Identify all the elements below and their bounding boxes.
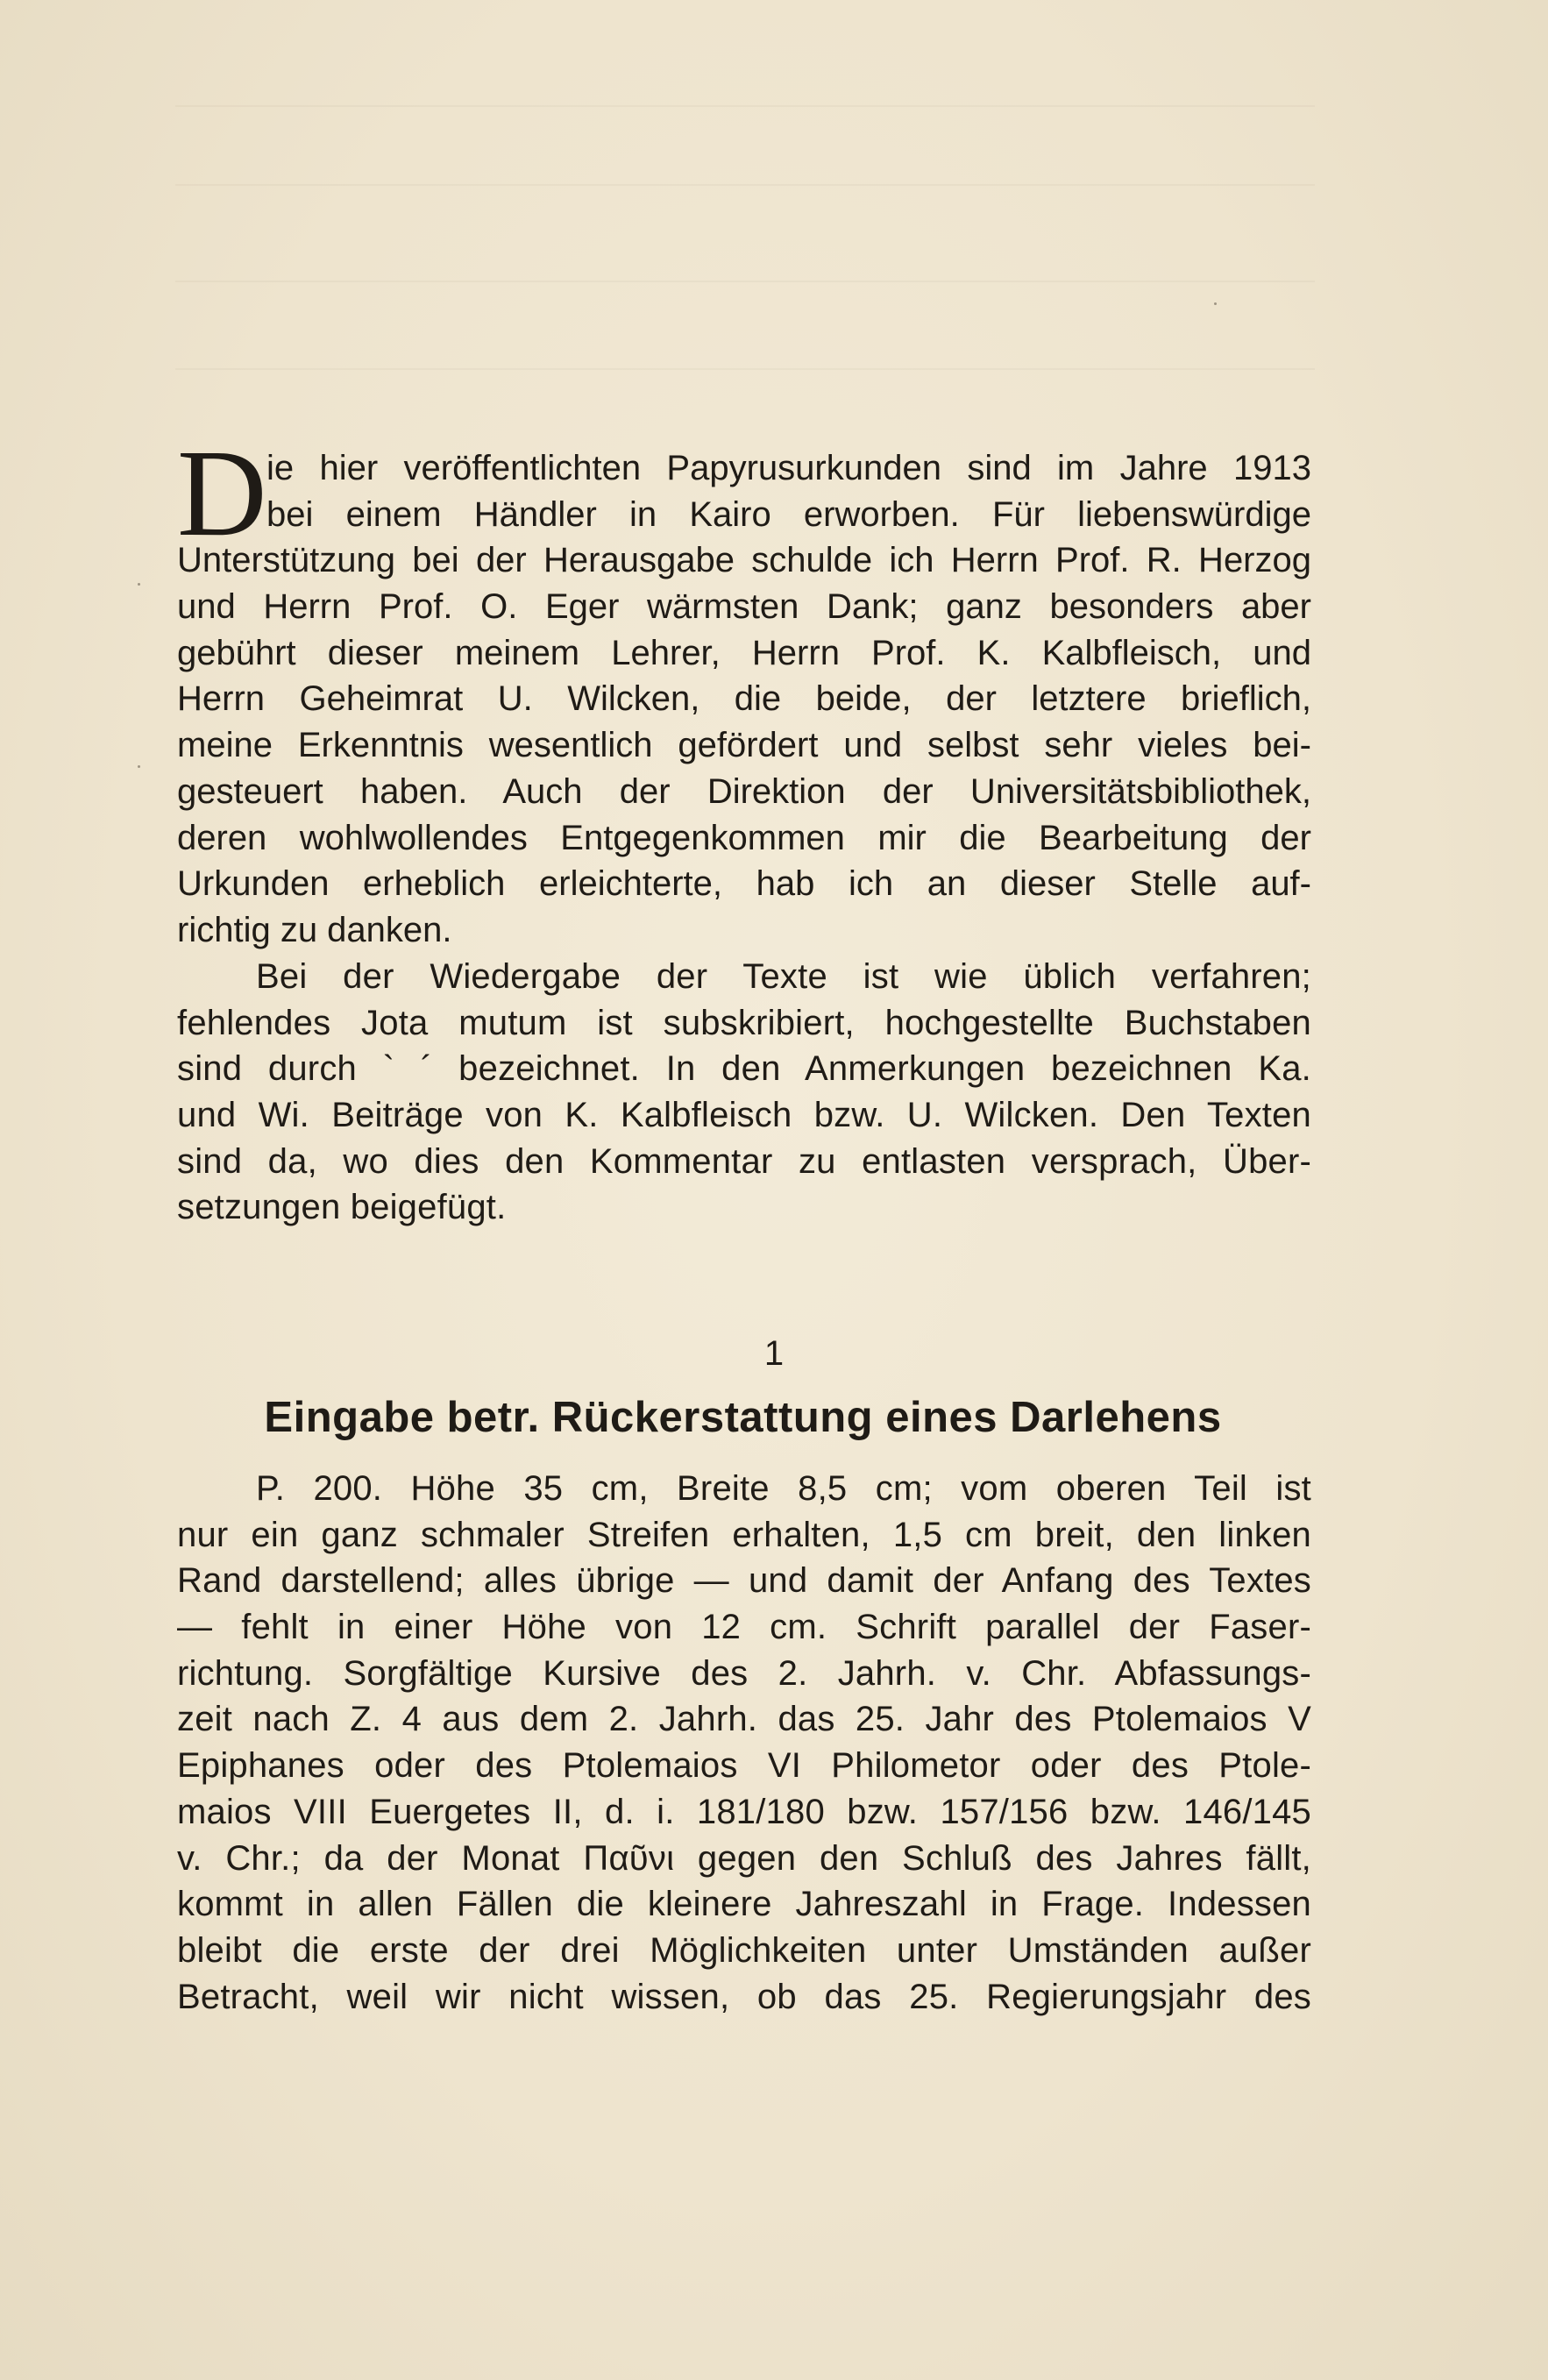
text-line: bleibt die erste der drei Möglichkeiten unter Umständen außer — [177, 1930, 1311, 1970]
text-line: deren wohlwollendes Entgegenkommen mir die Bearbeitung der — [177, 818, 1311, 857]
text-line: P. 200. Höhe 35 cm, Breite 8,5 cm; vom oberen Teil ist — [256, 1469, 1311, 1508]
text-line: ie hier veröffentlichten Papyrusurkunden sind im Jahre 1913 — [266, 449, 1311, 487]
bleed-through-line — [175, 105, 1315, 107]
text-line: sind da, wo dies den Kommentar zu entlasten versprach, Über- — [177, 1141, 1311, 1181]
intro-paragraph-2 — [177, 954, 1311, 1231]
text-line: bei einem Händler in Kairo erworben. Für liebenswürdige — [266, 494, 1311, 534]
text-line: meine Erkenntnis wesentlich gefördert und selbst sehr vieles bei- — [177, 726, 1311, 765]
intro-paragraph-1 — [177, 423, 1311, 954]
text-line: Rand darstellend; alles übrige — und damit der Anfang des Textes — [177, 1561, 1311, 1601]
section-paragraph — [177, 1466, 1311, 2020]
text-line: und Herrn Prof. O. Eger wärmsten Dank; ganz besonders aber — [177, 587, 1311, 627]
bleed-through-line — [175, 184, 1315, 186]
text-line: gesteuert haben. Auch der Direktion der Universitätsbibliothek, — [177, 771, 1311, 811]
speck — [138, 765, 140, 768]
drop-cap: D — [177, 423, 267, 562]
text-line: Urkunden erheblich erleichterte, hab ich an dieser Stelle auf- — [177, 864, 1311, 904]
text-line: kommt in allen Fällen die kleinere Jahreszahl in Frage. Indessen — [177, 1885, 1311, 1924]
text-line: Epiphanes oder des Ptolemaios VI Philometor oder des Ptole- — [177, 1746, 1311, 1786]
text-line: richtung. Sorgfältige Kursive des 2. Jahrh. v. Chr. Abfassungs- — [177, 1653, 1311, 1693]
text-line: und Wi. Beiträge von K. Kalbfleisch bzw. U. Wilcken. Den Texten — [177, 1096, 1311, 1135]
text-line: — fehlt in einer Höhe von 12 cm. Schrift parallel der Faser- — [177, 1608, 1311, 1647]
text-line: Betracht, weil wir nicht wissen, ob das 25. Regierungsjahr des — [177, 1977, 1311, 2016]
text-line: zeit nach Z. 4 aus dem 2. Jahrh. das 25. Jahr des Ptolemaios V — [177, 1700, 1311, 1739]
text-line: gebührt dieser meinem Lehrer, Herrn Prof. K. Kalbfleisch, und — [177, 633, 1311, 672]
text-line: v. Chr.; da der Monat Παῦνι gegen den Schluß des Jahres fällt, — [177, 1838, 1311, 1878]
text-line: setzungen beigefügt. — [177, 1188, 507, 1227]
section-number: 1 — [763, 1334, 785, 1373]
text-line: richtig zu danken. — [177, 910, 452, 949]
section-title: Eingabe betr. Rückerstattung eines Darlehens — [264, 1394, 1222, 1441]
speck — [138, 583, 140, 586]
text-line: maios VIII Euergetes II, d. i. 181/180 bzw. 157/156 bzw. 146/145 — [177, 1792, 1311, 1831]
speck — [1214, 302, 1217, 305]
text-line: Bei der Wiedergabe der Texte ist wie üblich verfahren; — [256, 957, 1311, 996]
text-line: Herrn Geheimrat U. Wilcken, die beide, der letztere brieflich, — [177, 679, 1311, 719]
text-line: Unterstützung bei der Herausgabe schulde ich Herrn Prof. R. Herzog — [177, 541, 1311, 580]
bleed-through-line — [175, 281, 1315, 282]
text-line: fehlendes Jota mutum ist subskribiert, hochgestellte Buchstaben — [177, 1003, 1311, 1042]
text-line: sind durch ` ´ bezeichnet. In den Anmerkungen bezeichnen Ka. — [177, 1049, 1311, 1089]
bleed-through-line — [175, 368, 1315, 370]
text-line: nur ein ganz schmaler Streifen erhalten, 1,5 cm breit, den linken — [177, 1515, 1311, 1554]
